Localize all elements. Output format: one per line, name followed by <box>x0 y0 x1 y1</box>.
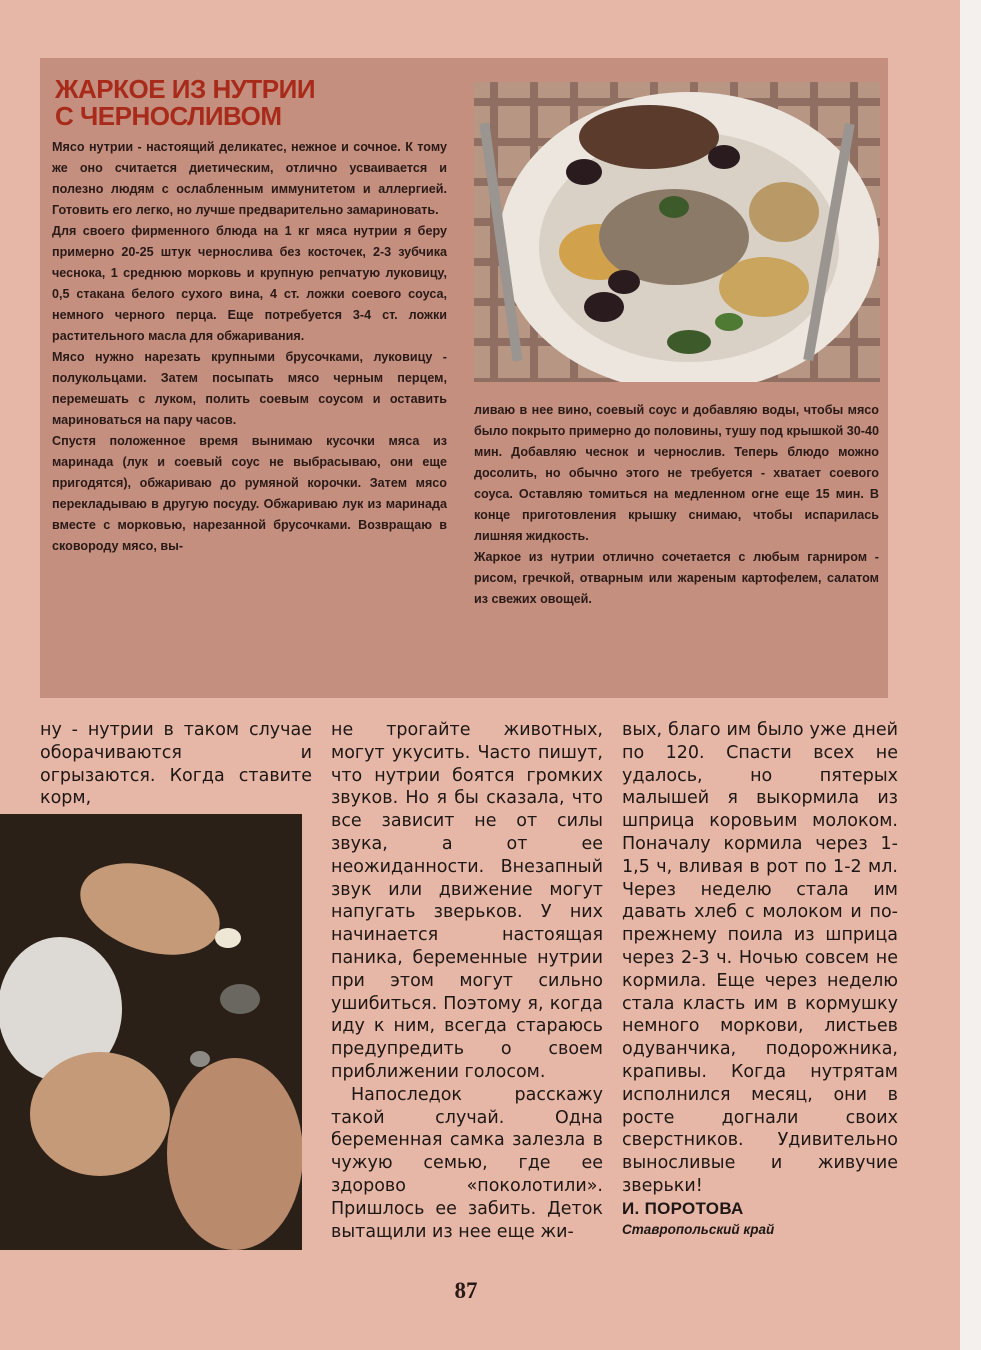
article-column-1 <box>40 719 312 810</box>
column-paragraph: вых, благо им было уже дней по 120. Спасти всех не удалось, но пятерых малышей я выкормила из шприца коровьим молоком. Поначалу кормила через 1-1,5 ч, вливая в рот по 1-2 мл. Через неделю стала им давать хлеб с молоком и по-прежнему поила из шприца через 2-3 ч. Ночью совсем не кормила. Еще через неделю стала класть им в кормушку немного моркови, листьев одуванчика, подорожника, крапивы. Когда нутрятам исполнился месяц, они в росте догнали своих сверстников. Удивительно выносливые и живучие зверьки! <box>622 720 898 1196</box>
recipe-title-line2: С ЧЕРНОСЛИВОМ <box>55 101 282 131</box>
recipe-paragraph: Мясо нужно нарезать крупными брусочками, луковицу - полукольцами. Затем посыпать мясо черным перцем, перемешать с луком, полить соевым соусом и оставить мариноваться на пару часов. <box>52 350 447 427</box>
page-number: 87 <box>454 1278 478 1303</box>
article-column-3 <box>622 719 898 1240</box>
nutria-photo-illustration <box>0 814 302 1250</box>
author-name: И. ПОРОТОВА <box>622 1198 744 1218</box>
recipe-title-line1: ЖАРКОЕ ИЗ НУТРИИ <box>55 74 316 104</box>
food-photo <box>474 82 880 382</box>
recipe-title <box>55 76 435 130</box>
recipe-paragraph: Для своего фирменного блюда на 1 кг мяса нутрии я беру примерно 20-25 штук чернослива без косточек, 2-3 зубчика чеснока, 1 среднюю морковь и крупную репчатую луковицу, 0,5 стакана белого сухого вина, 4 ст. ложки соевого соуса, немного черного перца. Еще потребуется 3-4 ст. ложки растительного масла для обжаривания. <box>52 224 447 343</box>
column-paragraph: не трогайте животных, могут укусить. Часто пишут, что нутрии боятся громких звуков. Но я бы сказала, что все зависит не от силы звука, а от ее неожиданности. Внезапный звук или движение могут напугать зверьков. У них начинается настоящая паника, беременные нутрии при этом могут сильно ушибиться. Поэтому я, когда иду к ним, всегда стараюсь предупредить о своем приближении голосом. <box>331 720 603 1082</box>
nutria-photo <box>0 814 302 1250</box>
recipe-text-right <box>474 400 879 610</box>
column-paragraph: Напоследок расскажу такой случай. Одна беременная самка залезла в чужую семью, где ее здорово «поколотили». Пришлось ее забить. Деток вытащили из нее еще жи- <box>331 1084 603 1242</box>
article-column-2 <box>331 719 603 1243</box>
recipe-paragraph: Мясо нутрии - настоящий деликатес, нежное и сочное. К тому же оно считается диетическим, отлично усваивается и полезно людям с ослабленным иммунитетом и аллергией. Готовить его легко, но лучше предварительно замариновать. <box>52 140 447 217</box>
author-region: Ставропольский край <box>622 1221 775 1237</box>
recipe-text-left <box>52 137 447 557</box>
page-margin <box>960 0 981 1350</box>
recipe-paragraph: ливаю в нее вино, соевый соус и добавляю воды, чтобы мясо было покрыто примерно до половины, тушу под крышкой 30-40 мин. Добавляю чеснок и чернослив. Теперь блюдо можно досолить, но обычно этого не требуется - хватает соевого соуса. Оставляю томиться на медленном огне еще 15 мин. В конце приготовления крышку снимаю, чтобы испарилась лишняя жидкость. <box>474 403 879 543</box>
food-photo-illustration <box>474 82 880 382</box>
column-paragraph: ну - нутрии в таком случае оборачиваются и огрызаются. Когда ставите корм, <box>40 720 312 809</box>
recipe-paragraph: Спустя положенное время вынимаю кусочки мяса из маринада (лук и соевый соус не выбрасываю, они еще пригодятся), обжариваю до румяной корочки. Затем мясо перекладываю в другую посуду. Обжариваю лук из маринада вместе с морковью, нарезанной брусочками. Возвращаю в сковороду мясо, вы- <box>52 434 447 553</box>
recipe-paragraph: Жаркое из нутрии отлично сочетается с любым гарниром - рисом, гречкой, отварным или жареным картофелем, салатом из свежих овощей. <box>474 550 879 606</box>
